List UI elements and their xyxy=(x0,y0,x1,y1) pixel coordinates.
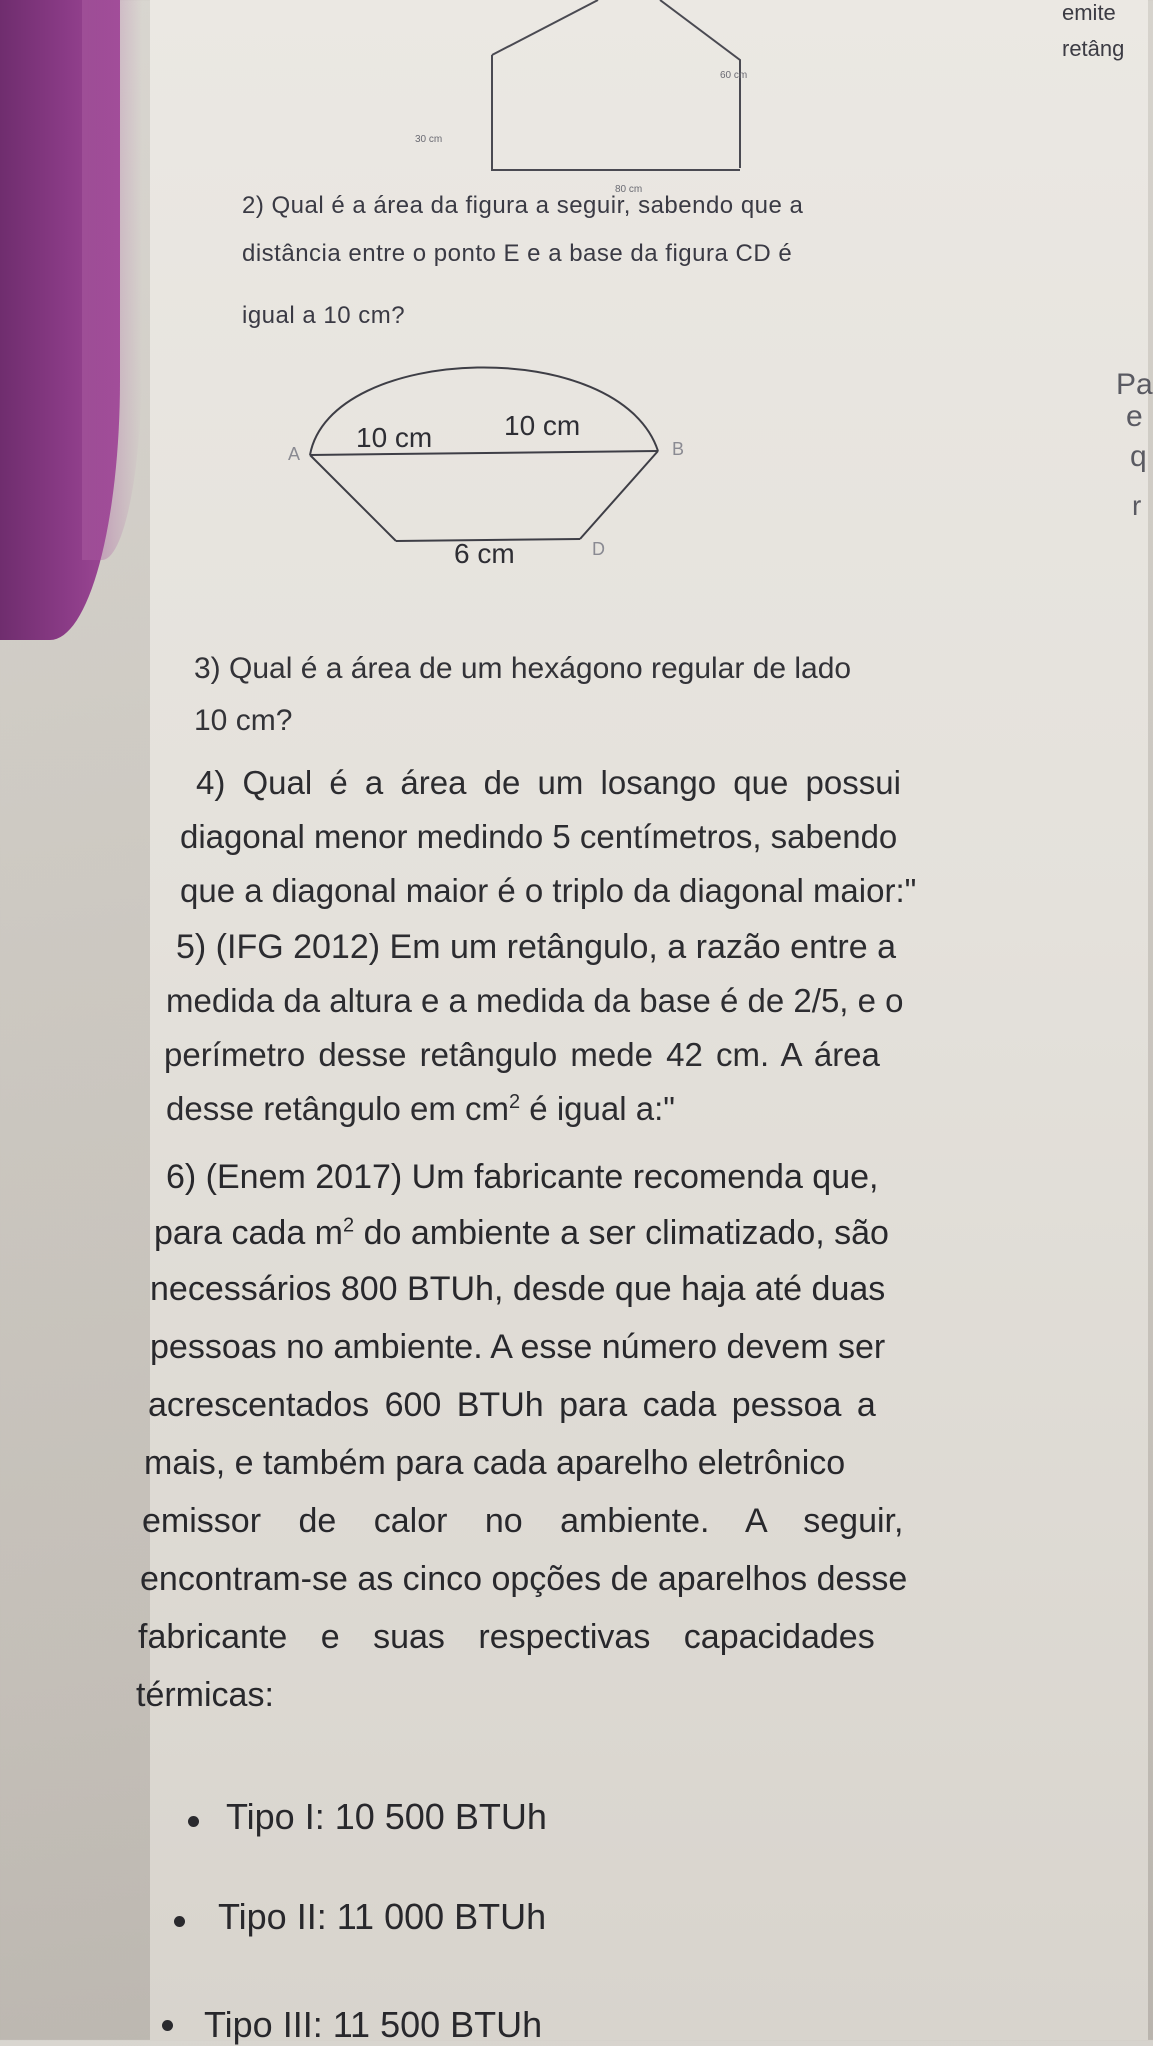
semicircle-trapezoid-figure xyxy=(220,355,760,615)
option-2-label: Tipo II: 11 000 BTUh xyxy=(218,1896,547,1937)
question-2-line-2: distância entre o ponto E e a base da figura CD é xyxy=(242,240,793,267)
question-3-line-2: 10 cm? xyxy=(194,704,293,737)
pentagon-outline xyxy=(492,0,598,55)
point-b-label: B xyxy=(672,439,685,459)
question-4-line-3: que a diagonal maior é o triplo da diagonal maior:" xyxy=(180,872,917,909)
question-6-line-5: acrescentados 600 BTUh para cada pessoa a xyxy=(148,1386,876,1424)
trapezoid-left-side xyxy=(310,455,396,541)
question-5-line-3: perímetro desse retângulo mede 42 cm. A área xyxy=(164,1036,880,1073)
question-6-line-10: térmicas: xyxy=(136,1676,274,1714)
edge-word-emite: emite xyxy=(1062,0,1116,25)
question-6-line-2 xyxy=(154,1214,889,1253)
label-80cm: 80 cm xyxy=(615,184,643,195)
edge-fragment-q: q xyxy=(1130,440,1147,473)
purple-cloth-background xyxy=(0,0,120,640)
question-6-line-9: fabricante e suas respectivas capacidades xyxy=(138,1618,875,1656)
option-1-bullet xyxy=(188,1816,199,1827)
label-60cm: 60 cm xyxy=(720,70,748,81)
label-6cm: 6 cm xyxy=(454,538,515,569)
question-6-line-2-part-b: do ambiente a ser climatizado, são xyxy=(354,1214,889,1252)
question-2-line-3: igual a 10 cm? xyxy=(242,302,406,329)
question-5-line-2: medida da altura e a medida da base é de 2/5, e o xyxy=(166,982,904,1019)
question-5-line-1: 5) (IFG 2012) Em um retângulo, a razão entre a xyxy=(176,928,897,966)
option-3-label: Tipo III: 11 500 BTUh xyxy=(204,2004,543,2045)
edge-fragment-p: Pa xyxy=(1116,368,1153,401)
edge-word-retang: retâng xyxy=(1062,36,1125,61)
edge-fragment-e: e xyxy=(1126,400,1143,433)
label-10cm-left: 10 cm xyxy=(356,422,433,453)
question-3-line-1: 3) Qual é a área de um hexágono regular de lado xyxy=(194,652,852,685)
question-4-line-1: 4) Qual é a área de um losango que possui xyxy=(196,764,901,801)
question-6-line-1: 6) (Enem 2017) Um fabricante recomenda que, xyxy=(166,1158,879,1196)
question-6-line-6: mais, e também para cada aparelho eletrônico xyxy=(144,1444,846,1482)
question-4-line-2: diagonal menor medindo 5 centímetros, sabendo xyxy=(180,818,898,855)
question-2-line-1: 2) Qual é a área da figura a seguir, sabendo que a xyxy=(242,192,804,219)
option-3-bullet xyxy=(162,2020,173,2031)
question-6-line-4: pessoas no ambiente. A esse número devem ser xyxy=(150,1328,886,1366)
label-10cm-right: 10 cm xyxy=(504,410,581,441)
question-6-line-8: encontram-se as cinco opções de aparelhos desse xyxy=(140,1560,908,1598)
trapezoid-right-side xyxy=(580,451,658,539)
question-6-line-7: emissor de calor no ambiente. A seguir, xyxy=(142,1502,904,1540)
worksheet-page xyxy=(136,0,1153,2045)
question-6-line-3: necessários 800 BTUh, desde que haja até duas xyxy=(150,1270,886,1308)
point-a-label: A xyxy=(288,444,301,464)
edge-fragment-r: r xyxy=(1132,490,1142,521)
question-5-line-4-part-b: é igual a:" xyxy=(520,1090,675,1127)
question-5-line-4-part-a: desse retângulo em cm xyxy=(166,1090,510,1127)
superscript-2-m: 2 xyxy=(343,1214,355,1237)
question-6-line-2-part-a: para cada m xyxy=(154,1214,343,1252)
label-30cm: 30 cm xyxy=(415,134,443,145)
option-2-bullet xyxy=(174,1916,185,1927)
pentagon-figure xyxy=(330,0,850,200)
question-5-line-4 xyxy=(166,1090,675,1128)
point-d-label: D xyxy=(592,539,605,559)
option-1-label: Tipo I: 10 500 BTUh xyxy=(226,1796,547,1837)
superscript-2: 2 xyxy=(509,1091,521,1113)
